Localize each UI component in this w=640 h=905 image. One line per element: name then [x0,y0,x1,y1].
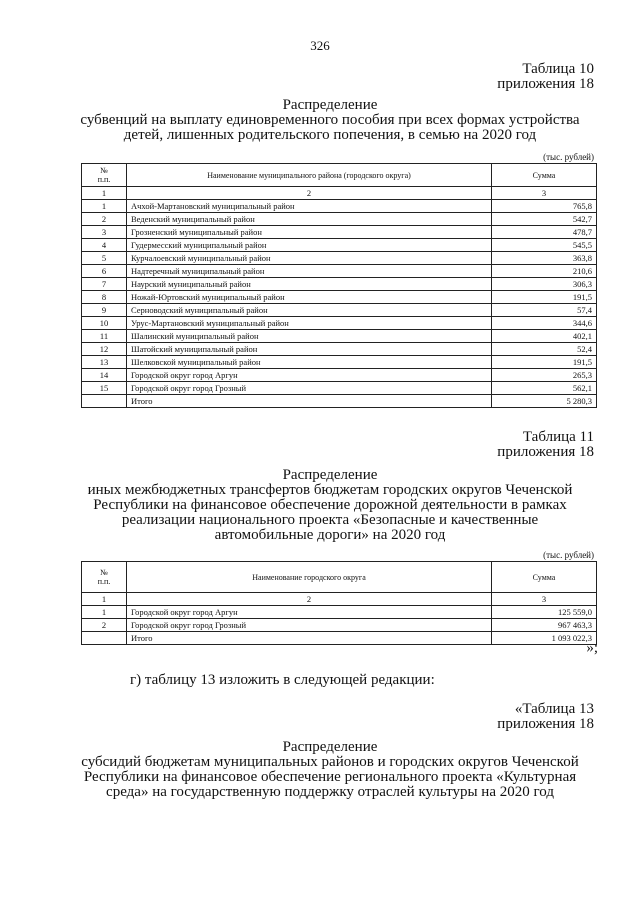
row-name: Ножай-Юртовский муниципальный район [127,291,492,304]
table10-title-line2: субвенций на выплату единовременного пособия при всех формах устройства [80,112,580,128]
total-label: Итого [127,395,492,408]
table11-title [60,468,600,543]
table13-title [60,740,600,800]
row-sum: 542,7 [492,213,597,226]
table-row [82,369,597,382]
row-sum: 765,8 [492,200,597,213]
row-num: 15 [82,382,127,395]
table11 [81,561,597,645]
row-num: 1 [82,606,127,619]
table-row [82,317,597,330]
table10-label-line2: приложения 18 [497,76,594,92]
row-name: Грозненский муниципальный район [127,226,492,239]
header-num-line2: п.п. [97,175,111,184]
table11-header-name: Наименование городского округа [127,562,492,593]
row-name: Городской округ город Грозный [127,619,492,632]
table13-label [497,702,594,732]
table11-header-num [82,562,127,593]
row-num: 3 [82,226,127,239]
row-num: 5 [82,252,127,265]
row-name: Курчалоевский муниципальный район [127,252,492,265]
table10-title-line1: Распределение [282,97,378,113]
table10-header-row [82,164,597,187]
row-name: Ачхой-Мартановский муниципальный район [127,200,492,213]
table10-total-row [82,395,597,408]
total-empty-cell [82,395,127,408]
row-sum: 363,8 [492,252,597,265]
colnum-1: 1 [82,187,127,200]
total-sum: 5 280,3 [492,395,597,408]
table13-title-line1: Распределение [282,739,378,755]
table13-label-line1: «Таблица 13 [514,701,594,717]
page-number: 326 [310,38,330,53]
row-num: 2 [82,213,127,226]
row-sum: 545,5 [492,239,597,252]
table11-label-line1: Таблица 11 [522,429,594,445]
table11-title-line4: реализации национального проекта «Безопасные и качественные [121,512,539,528]
row-num: 4 [82,239,127,252]
row-name: Городской округ город Аргун [127,606,492,619]
row-name: Городской округ город Грозный [127,382,492,395]
row-num: 10 [82,317,127,330]
table11-title-line5: автомобильные дороги» на 2020 год [214,527,446,543]
row-num: 7 [82,278,127,291]
table-row [82,382,597,395]
row-num: 2 [82,619,127,632]
row-num: 11 [82,330,127,343]
table10 [81,163,597,408]
row-name: Шелковской муниципальный район [127,356,492,369]
row-name: Шатойский муниципальный район [127,343,492,356]
row-name: Наурский муниципальный район [127,278,492,291]
colnum-3: 3 [492,593,597,606]
colnum-3: 3 [492,187,597,200]
table-row [82,278,597,291]
table11-total-row [82,632,597,645]
row-name: Гудермесский муниципальный район [127,239,492,252]
row-num: 12 [82,343,127,356]
table11-header-sum: Сумма [492,562,597,593]
row-sum: 191,5 [492,291,597,304]
table11-header-row [82,562,597,593]
row-num: 1 [82,200,127,213]
table-row [82,252,597,265]
row-sum: 562,1 [492,382,597,395]
table-row [82,356,597,369]
row-name: Веденский муниципальный район [127,213,492,226]
row-sum: 344,6 [492,317,597,330]
table10-units: (тыс. рублей) [543,152,594,162]
table13-title-line4: среда» на государственную поддержку отраслей культуры на 2020 год [106,784,554,800]
row-sum: 402,1 [492,330,597,343]
row-name: Городской округ город Аргун [127,369,492,382]
table-row [82,213,597,226]
table13-title-line3: Республики на финансовое обеспечение регионального проекта «Культурная [83,769,577,785]
row-sum: 57,4 [492,304,597,317]
table11-title-line1: Распределение [282,467,378,483]
table11-label [497,430,594,460]
row-sum: 306,3 [492,278,597,291]
table10-colnum-row [82,187,597,200]
total-empty-cell [82,632,127,645]
table10-label-line1: Таблица 10 [522,61,594,77]
row-sum: 265,3 [492,369,597,382]
table10-header-num [82,164,127,187]
table-row [82,606,597,619]
row-name: Серноводский муниципальный район [127,304,492,317]
table-row [82,343,597,356]
table-row [82,226,597,239]
table11-units: (тыс. рублей) [543,550,594,560]
row-sum: 210,6 [492,265,597,278]
table10-header-sum: Сумма [492,164,597,187]
row-name: Шалинский муниципальный район [127,330,492,343]
row-sum: 191,5 [492,356,597,369]
table13-label-line2: приложения 18 [497,716,594,732]
table11-colnum-row [82,593,597,606]
table-row [82,304,597,317]
header-num-line2: п.п. [97,577,111,586]
table-row [82,200,597,213]
table11-label-line2: приложения 18 [497,444,594,460]
row-sum: 52,4 [492,343,597,356]
table10-header-name: Наименование муниципального района (городского округа) [127,164,492,187]
table10-title [60,98,600,143]
row-num: 8 [82,291,127,304]
colnum-2: 2 [127,187,492,200]
header-num-line1: № [100,568,108,577]
row-sum: 478,7 [492,226,597,239]
table-row [82,330,597,343]
instruction-paragraph: г) таблицу 13 изложить в следующей редакции: [130,672,435,688]
row-num: 13 [82,356,127,369]
table-row [82,239,597,252]
row-sum: 967 463,3 [492,619,597,632]
row-sum: 125 559,0 [492,606,597,619]
row-name: Надтеречный муниципальный район [127,265,492,278]
table-row [82,619,597,632]
row-num: 6 [82,265,127,278]
table-row [82,265,597,278]
table10-label [497,62,594,92]
closing-quote: »; [586,640,598,656]
colnum-1: 1 [82,593,127,606]
table11-title-line3: Республики на финансовое обеспечение дорожной деятельности в рамках [93,497,567,513]
total-sum: 1 093 022,3 [492,632,597,645]
table11-title-line2: иных межбюджетных трансфертов бюджетам городских округов Чеченской [87,482,573,498]
table10-title-line3: детей, лишенных родительского попечения, в семью на 2020 год [123,127,537,143]
table-row [82,291,597,304]
row-num: 9 [82,304,127,317]
table13-title-line2: субсидий бюджетам муниципальных районов и городских округов Чеченской [81,754,579,770]
header-num-line1: № [100,166,108,175]
row-name: Урус-Мартановский муниципальный район [127,317,492,330]
colnum-2: 2 [127,593,492,606]
total-label: Итого [127,632,492,645]
row-num: 14 [82,369,127,382]
